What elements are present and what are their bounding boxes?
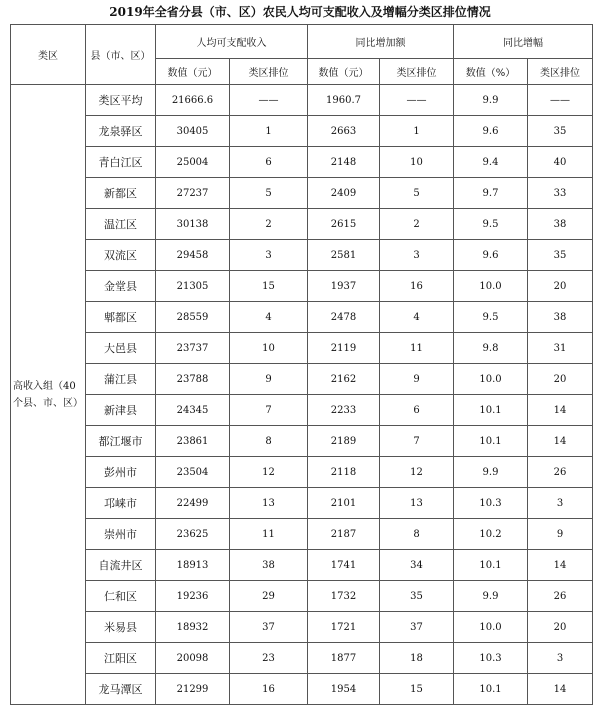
- header-increase-value: 数值（元）: [308, 59, 380, 85]
- growth-rank-cell: 40: [528, 147, 593, 178]
- table-row: [11, 302, 593, 333]
- increase-value-cell: 2118: [308, 457, 380, 488]
- increase-value-cell: 2581: [308, 240, 380, 271]
- increase-value-cell: 2233: [308, 395, 380, 426]
- income-rank-cell: 37: [230, 612, 308, 643]
- increase-value-cell: 2615: [308, 209, 380, 240]
- table-row: [11, 85, 593, 116]
- growth-rank-cell: 38: [528, 209, 593, 240]
- income-rank-cell: 9: [230, 364, 308, 395]
- increase-value-cell: 1877: [308, 643, 380, 674]
- income-value-cell: 23737: [156, 333, 230, 364]
- growth-value-cell: 9.9: [454, 85, 528, 116]
- growth-value-cell: 9.9: [454, 581, 528, 612]
- increase-value-cell: 2189: [308, 426, 380, 457]
- increase-value-cell: 2663: [308, 116, 380, 147]
- county-name-cell: 崇州市: [86, 519, 156, 550]
- growth-value-cell: 9.6: [454, 240, 528, 271]
- county-name-cell: 米易县: [86, 612, 156, 643]
- page-title: 2019年全省分县（市、区）农民人均可支配收入及增幅分类区排位情况: [109, 5, 491, 19]
- income-rank-cell: 16: [230, 674, 308, 705]
- county-name-cell: 大邑县: [86, 333, 156, 364]
- growth-value-cell: 10.3: [454, 643, 528, 674]
- income-value-cell: 18932: [156, 612, 230, 643]
- increase-rank-cell: 15: [380, 674, 454, 705]
- growth-rank-cell: 9: [528, 519, 593, 550]
- county-name-cell: 新津县: [86, 395, 156, 426]
- income-rank-cell: 2: [230, 209, 308, 240]
- table-row: [11, 364, 593, 395]
- income-value-cell: 20098: [156, 643, 230, 674]
- increase-rank-cell: 8: [380, 519, 454, 550]
- increase-value-cell: 2119: [308, 333, 380, 364]
- income-rank-cell: 13: [230, 488, 308, 519]
- increase-rank-cell: 9: [380, 364, 454, 395]
- increase-rank-cell: 4: [380, 302, 454, 333]
- growth-rank-cell: 26: [528, 581, 593, 612]
- growth-value-cell: 10.0: [454, 612, 528, 643]
- increase-value-cell: 2101: [308, 488, 380, 519]
- county-name-cell: 新都区: [86, 178, 156, 209]
- header-growth: 同比增幅: [454, 25, 593, 59]
- table-row: [11, 457, 593, 488]
- table-row: [11, 178, 593, 209]
- increase-rank-cell: 5: [380, 178, 454, 209]
- header-county: 县（市、区）: [86, 25, 156, 85]
- growth-rank-cell: 33: [528, 178, 593, 209]
- table-row: [11, 333, 593, 364]
- growth-value-cell: 9.5: [454, 302, 528, 333]
- increase-rank-cell: 16: [380, 271, 454, 302]
- income-rank-cell: 7: [230, 395, 308, 426]
- growth-value-cell: 9.5: [454, 209, 528, 240]
- table-row: [11, 240, 593, 271]
- table-row: [11, 147, 593, 178]
- ranking-table: [10, 24, 593, 705]
- increase-value-cell: 1741: [308, 550, 380, 581]
- income-rank-cell: 11: [230, 519, 308, 550]
- income-value-cell: 28559: [156, 302, 230, 333]
- growth-value-cell: 9.6: [454, 116, 528, 147]
- increase-rank-cell: 2: [380, 209, 454, 240]
- growth-value-cell: 9.4: [454, 147, 528, 178]
- income-rank-cell: 10: [230, 333, 308, 364]
- county-name-cell: 邛崃市: [86, 488, 156, 519]
- county-name-cell: 类区平均: [86, 85, 156, 116]
- income-rank-cell: 29: [230, 581, 308, 612]
- income-rank-cell: 38: [230, 550, 308, 581]
- increase-value-cell: 2148: [308, 147, 380, 178]
- income-rank-cell: 3: [230, 240, 308, 271]
- growth-value-cell: 10.0: [454, 364, 528, 395]
- table-row: [11, 426, 593, 457]
- income-value-cell: 21299: [156, 674, 230, 705]
- growth-value-cell: 10.2: [454, 519, 528, 550]
- income-value-cell: 21666.6: [156, 85, 230, 116]
- increase-rank-cell: ——: [380, 85, 454, 116]
- header-category: 类区: [11, 25, 86, 85]
- header-growth-rank: 类区排位: [528, 59, 593, 85]
- growth-value-cell: 10.1: [454, 426, 528, 457]
- growth-value-cell: 10.3: [454, 488, 528, 519]
- table-row: [11, 209, 593, 240]
- income-rank-cell: ——: [230, 85, 308, 116]
- growth-rank-cell: 38: [528, 302, 593, 333]
- income-value-cell: 23504: [156, 457, 230, 488]
- growth-rank-cell: 35: [528, 240, 593, 271]
- growth-rank-cell: 3: [528, 643, 593, 674]
- header-income: 人均可支配收入: [156, 25, 308, 59]
- growth-value-cell: 10.0: [454, 271, 528, 302]
- header-increase-rank: 类区排位: [380, 59, 454, 85]
- growth-rank-cell: 14: [528, 674, 593, 705]
- income-value-cell: 29458: [156, 240, 230, 271]
- table-row: [11, 519, 593, 550]
- table-row: [11, 488, 593, 519]
- growth-rank-cell: 3: [528, 488, 593, 519]
- increase-value-cell: 1937: [308, 271, 380, 302]
- increase-value-cell: 2409: [308, 178, 380, 209]
- increase-value-cell: 2187: [308, 519, 380, 550]
- income-value-cell: 24345: [156, 395, 230, 426]
- increase-rank-cell: 11: [380, 333, 454, 364]
- income-value-cell: 30405: [156, 116, 230, 147]
- income-value-cell: 23788: [156, 364, 230, 395]
- increase-rank-cell: 10: [380, 147, 454, 178]
- growth-rank-cell: ——: [528, 85, 593, 116]
- header-income-value: 数值（元）: [156, 59, 230, 85]
- income-rank-cell: 1: [230, 116, 308, 147]
- increase-rank-cell: 34: [380, 550, 454, 581]
- county-name-cell: 金堂县: [86, 271, 156, 302]
- county-name-cell: 彭州市: [86, 457, 156, 488]
- income-value-cell: 23861: [156, 426, 230, 457]
- increase-rank-cell: 37: [380, 612, 454, 643]
- income-rank-cell: 8: [230, 426, 308, 457]
- income-value-cell: 19236: [156, 581, 230, 612]
- header-income-rank: 类区排位: [230, 59, 308, 85]
- county-name-cell: 双流区: [86, 240, 156, 271]
- increase-rank-cell: 13: [380, 488, 454, 519]
- income-value-cell: 27237: [156, 178, 230, 209]
- growth-rank-cell: 35: [528, 116, 593, 147]
- growth-rank-cell: 31: [528, 333, 593, 364]
- county-name-cell: 龙泉驿区: [86, 116, 156, 147]
- increase-rank-cell: 7: [380, 426, 454, 457]
- increase-rank-cell: 3: [380, 240, 454, 271]
- county-name-cell: 蒲江县: [86, 364, 156, 395]
- table-row: [11, 612, 593, 643]
- county-name-cell: 青白江区: [86, 147, 156, 178]
- income-value-cell: 23625: [156, 519, 230, 550]
- increase-rank-cell: 1: [380, 116, 454, 147]
- group-label: 高收入组（40个县、市、区）: [11, 85, 86, 705]
- increase-rank-cell: 6: [380, 395, 454, 426]
- increase-value-cell: 2162: [308, 364, 380, 395]
- increase-rank-cell: 35: [380, 581, 454, 612]
- county-name-cell: 仁和区: [86, 581, 156, 612]
- income-rank-cell: 5: [230, 178, 308, 209]
- table-row: [11, 550, 593, 581]
- table-row: [11, 395, 593, 426]
- income-rank-cell: 4: [230, 302, 308, 333]
- header-growth-value: 数值（%）: [454, 59, 528, 85]
- table-row: [11, 271, 593, 302]
- increase-value-cell: 1954: [308, 674, 380, 705]
- table-row: [11, 643, 593, 674]
- growth-rank-cell: 26: [528, 457, 593, 488]
- increase-value-cell: 2478: [308, 302, 380, 333]
- county-name-cell: 江阳区: [86, 643, 156, 674]
- growth-value-cell: 9.8: [454, 333, 528, 364]
- income-value-cell: 22499: [156, 488, 230, 519]
- income-rank-cell: 23: [230, 643, 308, 674]
- growth-value-cell: 10.1: [454, 395, 528, 426]
- growth-value-cell: 10.1: [454, 674, 528, 705]
- income-rank-cell: 12: [230, 457, 308, 488]
- growth-value-cell: 10.1: [454, 550, 528, 581]
- table-row: [11, 581, 593, 612]
- county-name-cell: 自流井区: [86, 550, 156, 581]
- growth-value-cell: 9.7: [454, 178, 528, 209]
- income-value-cell: 30138: [156, 209, 230, 240]
- increase-rank-cell: 12: [380, 457, 454, 488]
- header-increase: 同比增加额: [308, 25, 454, 59]
- income-value-cell: 18913: [156, 550, 230, 581]
- increase-rank-cell: 18: [380, 643, 454, 674]
- income-rank-cell: 15: [230, 271, 308, 302]
- table-row: [11, 116, 593, 147]
- increase-value-cell: 1721: [308, 612, 380, 643]
- growth-value-cell: 9.9: [454, 457, 528, 488]
- increase-value-cell: 1960.7: [308, 85, 380, 116]
- growth-rank-cell: 14: [528, 550, 593, 581]
- growth-rank-cell: 20: [528, 364, 593, 395]
- income-rank-cell: 6: [230, 147, 308, 178]
- income-value-cell: 25004: [156, 147, 230, 178]
- table-row: [11, 674, 593, 705]
- growth-rank-cell: 20: [528, 612, 593, 643]
- county-name-cell: 龙马潭区: [86, 674, 156, 705]
- growth-rank-cell: 14: [528, 426, 593, 457]
- county-name-cell: 郫都区: [86, 302, 156, 333]
- growth-rank-cell: 20: [528, 271, 593, 302]
- county-name-cell: 都江堰市: [86, 426, 156, 457]
- income-value-cell: 21305: [156, 271, 230, 302]
- county-name-cell: 温江区: [86, 209, 156, 240]
- growth-rank-cell: 14: [528, 395, 593, 426]
- increase-value-cell: 1732: [308, 581, 380, 612]
